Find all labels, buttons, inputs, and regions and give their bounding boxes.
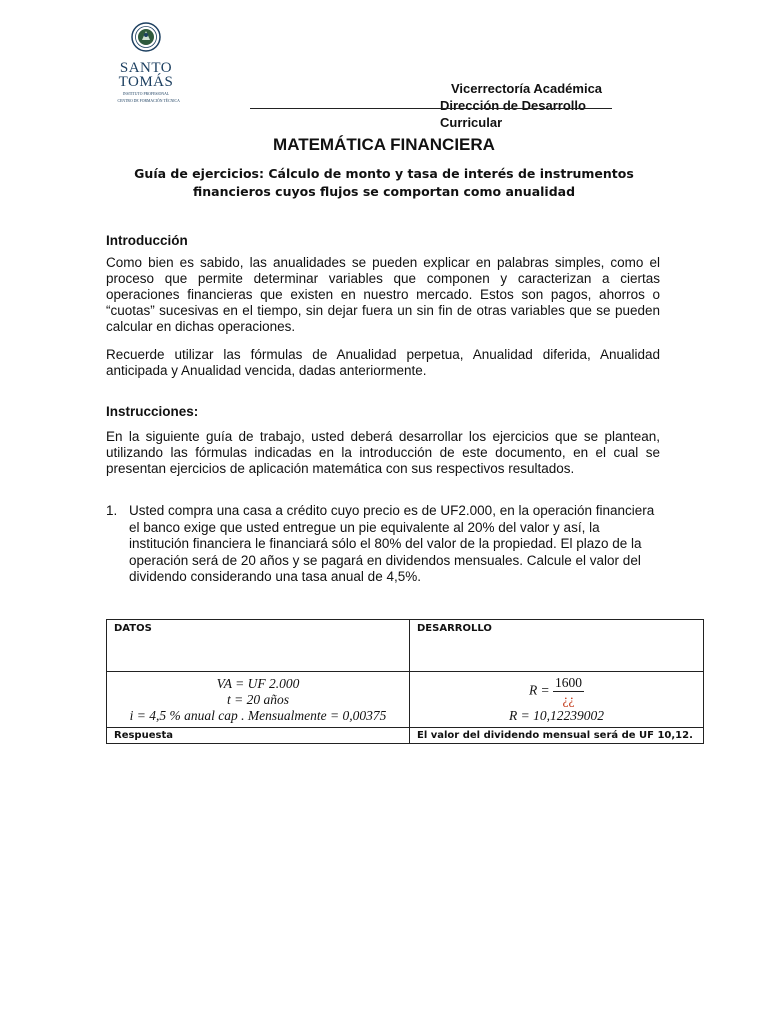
logo-name-line2: TOMÁS <box>118 74 174 90</box>
formula-lhs: R = <box>528 682 550 698</box>
document-title: MATEMÁTICA FINANCIERA <box>273 135 495 154</box>
seal-icon <box>131 22 161 52</box>
datos-line-1: VA = UF 2.000 <box>216 675 300 691</box>
exercise-number: 1. <box>106 503 118 518</box>
calculation-table <box>106 619 704 744</box>
formula-denominator: ¿¿ <box>562 692 575 707</box>
header-line2: Dirección de Desarrollo <box>440 98 586 113</box>
datos-cell <box>107 672 410 728</box>
logo-sub-line2: CENTRO DE FORMACIÓN TÉCNICA <box>117 98 180 103</box>
exercise-text: Usted compra una casa a crédito cuyo precio es de UF2.000, en la operación financiera el banco exige que usted entregue un pie equivalente al 20% del valor y así, la institución financiera le financiará sólo el 80% del valor de la propiedad. El plazo de la operación será de 20 años y se pagará en dividendos mensuales. Calcule el valor del dividendo considerando una tasa anual de 4,5%. <box>129 503 655 584</box>
datos-line-3: i = 4,5 % anual cap . Mensualmente = 0,00375 <box>129 707 387 723</box>
logo-sub-line1: INSTITUTO PROFESIONAL <box>122 91 170 96</box>
intro-paragraph-1: Como bien es sabido, las anualidades se pueden explicar en palabras simples, como el proceso que permite determinar variables que componen y caracterizan a ciertas operaciones financieras que existen en nuestro mercado. Estos son pagos, ahorros o “cuotas” sucesivas en el tiempo, sin dejar fuera un sin fin de otras variables que se pueden calcular en dichas operaciones. <box>106 255 660 334</box>
desarrollo-cell <box>410 672 704 728</box>
header-divider <box>250 108 612 109</box>
dividend-formula <box>417 675 696 708</box>
instructions-heading: Instrucciones: <box>106 404 199 419</box>
santo-tomas-logo <box>116 22 180 103</box>
logo-name-line1: SANTO <box>119 60 173 76</box>
table-header-row <box>107 620 704 672</box>
answer-text: El valor del dividendo mensual será de UF 10,12. <box>410 728 704 744</box>
formula-numerator: 1600 <box>555 675 583 690</box>
table-data-row <box>107 672 704 728</box>
formula-result: R = 10,12239002 <box>509 708 604 723</box>
header-institution <box>440 80 620 131</box>
instructions-paragraph: En la siguiente guía de trabajo, usted deberá desarrollar los ejercicios que se plantean, utilizando las fórmulas indicadas en la introducción de este documento, en el cual se presentan ejercicios de aplicación matemática con sus respectivos resultados. <box>106 429 660 476</box>
answer-label: Respuesta <box>107 728 410 744</box>
exercise-item <box>106 503 658 586</box>
datos-header: DATOS <box>107 620 410 672</box>
table-answer-row <box>107 728 704 744</box>
header-line3: Curricular <box>440 115 503 130</box>
intro-heading: Introducción <box>106 233 188 248</box>
formula-fraction <box>553 675 584 708</box>
intro-paragraph-2: Recuerde utilizar las fórmulas de Anualidad perpetua, Anualidad diferida, Anualidad anticipada y Anualidad vencida, dadas anteriormente. <box>106 347 660 378</box>
datos-line-2: t = 20 años <box>227 691 289 707</box>
document-subtitle: Guía de ejercicios: Cálculo de monto y tasa de interés de instrumentos financieros cuyos flujos se comportan como anualidad <box>134 166 634 199</box>
desarrollo-header: DESARROLLO <box>410 620 704 672</box>
header-line1: Vicerrectoría Académica <box>451 81 603 96</box>
